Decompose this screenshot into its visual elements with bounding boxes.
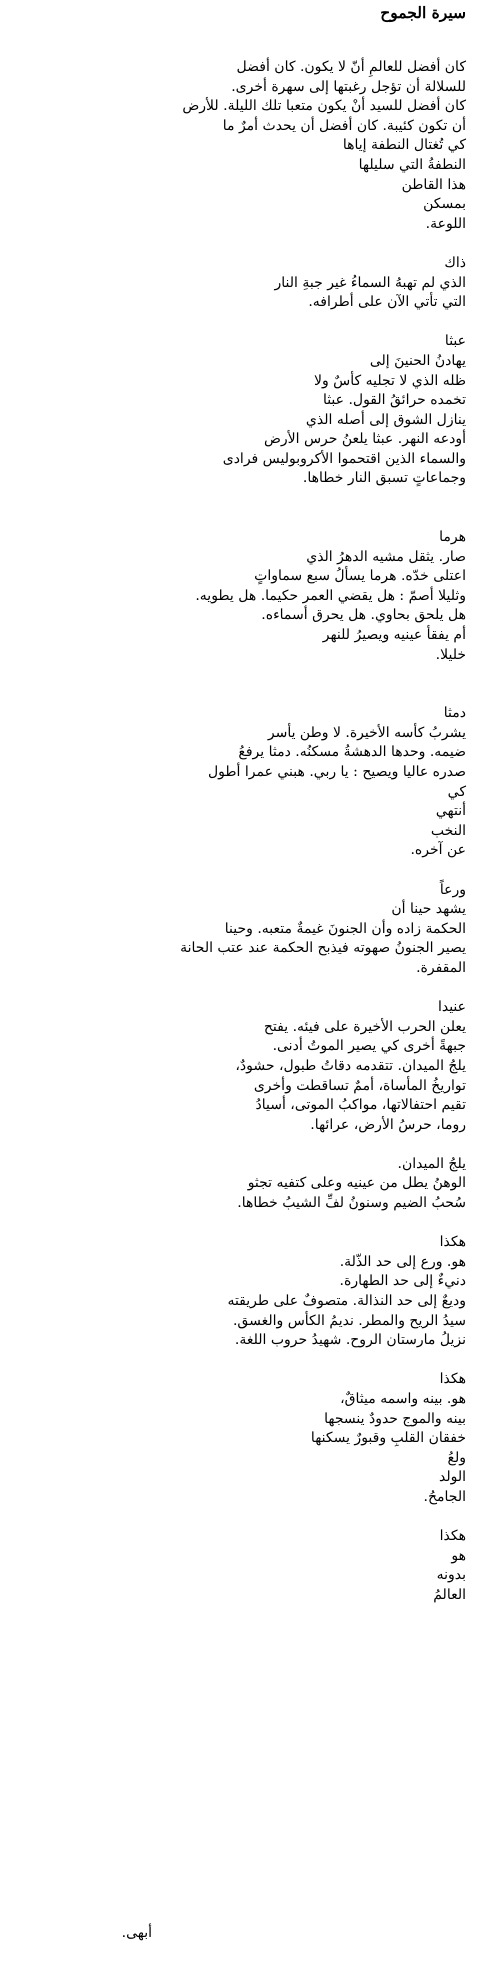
poem-line: الجامحُ. [423, 1488, 466, 1505]
poem-line: هل يلحق بحاوي. هل يحرق أسماءه. [261, 607, 466, 624]
poem-line: وديعٌ إلى حد النذالة. متصوفٌ على طريقته [227, 1293, 466, 1310]
poem-line: الحكمة زاده وأن الجنونَ غيمةٌ متعبه. وحينا [224, 920, 466, 937]
poem-line: أودعه النهر. عبثا يلعنُ حرس الأرض [263, 431, 466, 448]
poem-line: أن تكون كئيبة. كان أفضل أن يحدث أمرٌ ما [222, 117, 466, 134]
poem-line: يهادنُ الحنينَ إلى [369, 352, 466, 369]
poem-line: التي تأتي الآن على أطرافه. [308, 294, 466, 311]
poem-line: كان أفضل للعالمِ أنّ لا يكون. كان أفضل [236, 59, 466, 75]
poem-line: صدره عاليا ويصيح : يا ربي. هبني عمرا أطول [207, 764, 466, 780]
stanza-gap [8, 665, 466, 704]
stanza-9 [8, 1233, 466, 1351]
poem-line: الوهنُ يطل من عينيه وعلى كتفيه تجثو [247, 1175, 466, 1192]
stanza-1 [8, 58, 466, 234]
stanza-7 [8, 998, 466, 1135]
poem-title: سيرة الجموح [380, 3, 466, 22]
stanza-5 [8, 704, 466, 861]
poem-line: سيدُ الريح والمطر. نديمُ الكأس والغسق. [232, 1312, 466, 1329]
poem-line: خفقان القلبِ وقبورٌ يسكنها [310, 1430, 466, 1447]
poem-line: هرما [439, 529, 466, 546]
stanza-gap [8, 234, 466, 254]
stanza-6 [8, 881, 466, 979]
poem-line: كي [447, 783, 466, 800]
stanza-11 [8, 1527, 466, 1605]
poem-line: بينه والموج حدودٌ ينسجها [324, 1410, 466, 1427]
poem-line: هكذا [439, 1371, 466, 1388]
poem-body [8, 58, 466, 1606]
stanza-gap [8, 979, 466, 999]
poem-line: أم يفقأ عينيه ويصيرُ للنهر [322, 627, 466, 644]
poem-line: هذا القاطن [401, 176, 466, 193]
poem-line: تخمده حرائقُ القول. عبثا [322, 392, 466, 409]
poem-line: يلجُ الميدان. [397, 1155, 466, 1172]
stanza-gap [8, 1214, 466, 1234]
stanza-gap [8, 489, 466, 528]
poem-line: عن آخره. [410, 842, 466, 859]
poem-line: ورعاً [439, 881, 466, 898]
poem-line: يعلن الحرب الأخيرة على فيئه. يفتح [263, 1018, 466, 1035]
poem-line: المقفرة. [416, 959, 466, 976]
poem-line: يشهد حينا أن [391, 901, 466, 918]
poem-line: يصير الجنونُ صهوته فيذبح الحكمة عند عتب الحانة [180, 940, 466, 957]
poem-line: النخب [430, 822, 466, 839]
poem-line: والسماء الذين اقتحموا الأكروبوليس فرادى [222, 450, 466, 467]
poem-line: هو. ورع إلى حد الذّلة. [339, 1253, 466, 1270]
stanza-gap [8, 861, 466, 881]
poem-line: سُحبُ الضيم وسنونُ لفِّ الشيبُ خطاها. [237, 1195, 466, 1212]
poem-line: بدونه [436, 1567, 466, 1584]
poem-line: ضيمه. وحدها الدهشةُ مسكنُه. دمثا يرفعُ [238, 744, 466, 761]
poem-line: نزيلُ مارستان الروح. شهيدُ حروب اللغة. [234, 1332, 466, 1349]
poem-line: دمثا [443, 705, 466, 722]
poem-closing-line: أبهى. [121, 1925, 152, 1941]
stanza-gap [8, 1508, 466, 1528]
poem-line: الذي لم تهبهُ السماءُ غير جبةِ النار [274, 274, 466, 291]
stanza-gap [8, 313, 466, 333]
poem-line: ظله الذي لا تجليه كأسٌ ولا [313, 372, 466, 389]
poem-line: اللوعة. [425, 215, 466, 232]
poem-line: خليلا. [435, 646, 466, 663]
poem-line: للسلالة أن تؤجل رغبتها إلى سهرة أخرى. [231, 78, 466, 95]
poem-line: الولد [438, 1469, 466, 1486]
poem-line: يلجُ الميدان. تتقدمه دقاتُ طبول، حشودٌ، [235, 1057, 466, 1074]
poem-line: ولعُ [447, 1449, 466, 1466]
poem-line: هو. بينه واسمه ميثاقٌ، [340, 1391, 466, 1407]
stanza-10 [8, 1370, 466, 1507]
poem-line: وجماعاتٍ تسبق النار خطاها. [302, 470, 466, 487]
stanza-4 [8, 528, 466, 665]
poem-line: عنيدا [437, 999, 466, 1016]
stanza-gap [8, 1351, 466, 1371]
poem-line: تقيم احتفالاتها، مواكبُ الموتى، أسيادُ [255, 1097, 466, 1114]
poem-line: جبهةً أخرى كي يصير الموتُ أدنى. [272, 1038, 466, 1055]
poem-line: كي تُغتال النطفة إياها [342, 137, 466, 154]
poem-line: هكذا [439, 1528, 466, 1545]
poem-line: روما، حرسُ الأرض، عرائها. [310, 1116, 466, 1133]
poem-line: بمسكن [423, 196, 466, 213]
poem-line: دنيءٌ إلى حد الطهارة. [339, 1273, 466, 1290]
poem-line: هكذا [439, 1234, 466, 1251]
poem-line: اعتلى خدّه. هرما يسألُ سبع سماواتٍ [254, 568, 466, 585]
poem-line: النطفةُ التي سليلها [358, 156, 466, 173]
poem-line: ذاك [444, 254, 466, 271]
poem-line: كان أفضل للسيد أنْ يكون متعبا تلك الليلة. للأرض [182, 98, 466, 115]
stanza-gap [8, 1135, 466, 1155]
poem-line: تواريخُ المأساة، أممٌ تساقطت وأخرى [253, 1077, 466, 1094]
poem-line: ينازل الشوق إلى أصله الذي [305, 411, 466, 428]
poem-line: العالمُ [433, 1586, 466, 1603]
poem-line: عبثا [444, 333, 466, 350]
poem-line: هو [451, 1547, 466, 1564]
poem-line: وثليلا أصمّ : هل يقضي العمر حكيما. هل يطويه. [195, 587, 466, 604]
stanza-8 [8, 1155, 466, 1214]
poem-line: صار. يثقل مشيه الدهرُ الذي [306, 548, 466, 565]
poem-line: أنتهي [435, 803, 466, 820]
poem-line: يشربُ كأسه الأخيرة. لا وطن يأسر [267, 724, 466, 741]
stanza-2 [8, 254, 466, 313]
stanza-3 [8, 332, 466, 489]
